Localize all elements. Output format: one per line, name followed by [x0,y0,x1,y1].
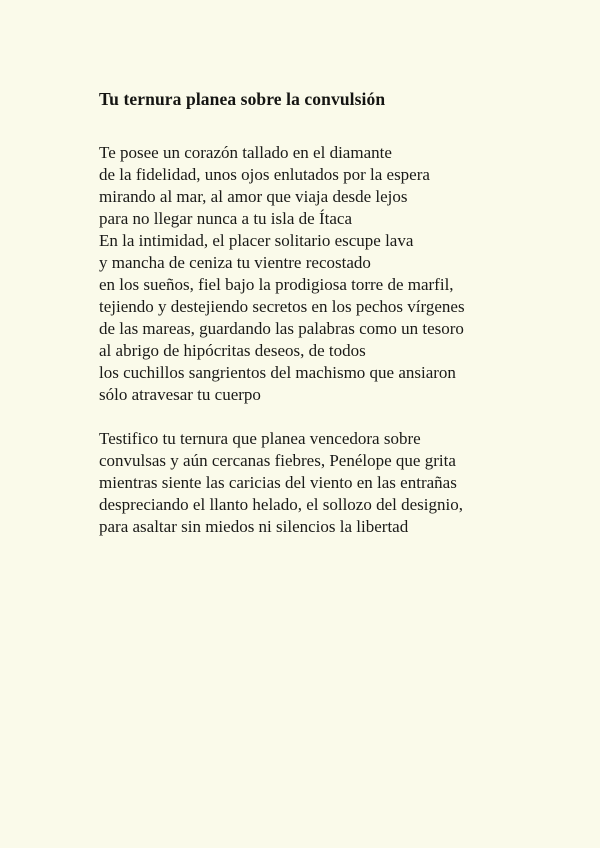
verse-line: al abrigo de hipócritas deseos, de todos [99,341,366,360]
verse-line: despreciando el llanto helado, el sollozo del designio, [99,495,463,514]
verse-line: Te posee un corazón tallado en el diamante [99,143,392,162]
verse-line: y mancha de ceniza tu vientre recostado [99,253,371,272]
verse-line: En la intimidad, el placer solitario escupe lava [99,231,414,250]
page-title: Tu ternura planea sobre la convulsión [99,89,386,109]
verse-line: de las mareas, guardando las palabras como un tesoro [99,319,464,338]
verse-line: los cuchillos sangrientos del machismo que ansiaron [99,363,456,382]
verse-line: sólo atravesar tu cuerpo [99,385,261,404]
verse-line: para no llegar nunca a tu isla de Ítaca [99,209,352,228]
verse-line: para asaltar sin miedos ni silencios la libertad [99,517,409,536]
verse-line: en los sueños, fiel bajo la prodigiosa torre de marfil, [99,275,454,294]
poem-container [99,88,519,538]
verse-line: tejiendo y destejiendo secretos en los pechos vírgenes [99,297,465,316]
verse-line: Testifico tu ternura que planea vencedora sobre [99,429,421,448]
stanza-2 [99,428,519,538]
verse-line: mirando al mar, al amor que viaja desde lejos [99,187,408,206]
verse-line: de la fidelidad, unos ojos enlutados por la espera [99,165,430,184]
verse-line: mientras siente las caricias del viento en las entrañas [99,473,457,492]
stanza-1 [99,142,519,406]
verse-line: convulsas y aún cercanas fiebres, Penélope que grita [99,451,456,470]
